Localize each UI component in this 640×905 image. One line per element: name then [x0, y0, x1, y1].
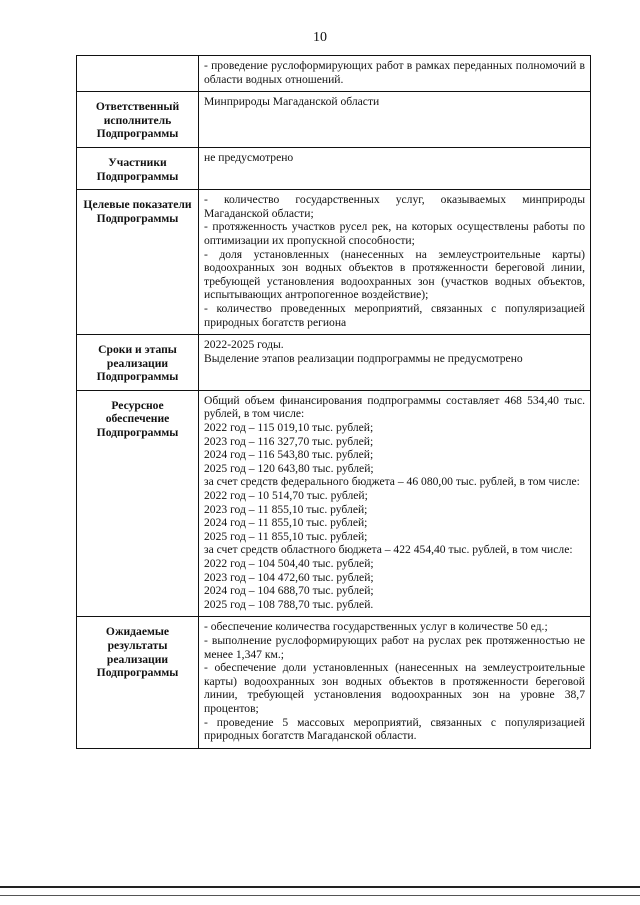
row-label: Ответственный исполнитель Подпрограммы [77, 92, 199, 148]
row-value [199, 335, 591, 391]
row-value [199, 147, 591, 189]
value-line: 2023 год – 11 855,10 тыс. рублей; [204, 502, 368, 516]
value-line: 2022 год – 10 514,70 тыс. рублей; [204, 489, 368, 503]
value-line: 2023 год – 116 327,70 тыс. рублей; [204, 434, 374, 448]
row-value [199, 617, 591, 748]
value-line: 2023 год – 104 472,60 тыс. рублей; [204, 570, 374, 584]
value-line: - выполнение руслоформирующих работ на руслах рек протяженностью не менее 1,347 км.; [204, 633, 585, 661]
table-row [77, 92, 591, 148]
value-line: 2025 год – 120 643,80 тыс. рублей; [204, 461, 374, 475]
row-value [199, 390, 591, 617]
table-row [77, 617, 591, 748]
value-line: 2022 год – 115 019,10 тыс. рублей; [204, 421, 374, 435]
table-row [77, 335, 591, 391]
value-line: 2022-2025 годы. [204, 338, 284, 352]
row-label: Участники Подпрограммы [77, 147, 199, 189]
row-label: Ресурсное обеспечение Подпрограммы [77, 390, 199, 617]
value-line: Общий объем финансирования подпрограммы составляет 468 534,40 тыс. рублей, в том числе: [204, 393, 585, 421]
value-line: Минприроды Магаданской области [204, 95, 380, 109]
row-value [199, 190, 591, 335]
value-line: не предусмотрено [204, 150, 294, 164]
row-value [199, 92, 591, 148]
value-line: 2022 год – 104 504,40 тыс. рублей; [204, 557, 374, 570]
subprogram-passport-table [76, 55, 591, 749]
value-line: - обеспечение доли установленных (нанесенных на землеустроительные карты) водоохранных зон водных объектов в протяженности береговой линии, требующей установления водоохранных зон на уровне 38,7 процентов; [204, 661, 585, 715]
value-line: Выделение этапов реализации подпрограммы не предусмотрено [204, 351, 523, 365]
row-label: Ожидаемые результаты реализации Подпрограммы [77, 617, 199, 748]
value-line: - количество проведенных мероприятий, связанных с популяризацией природных богатств региона [204, 301, 585, 329]
value-line: 2024 год – 116 543,80 тыс. рублей; [204, 448, 374, 462]
value-line: - обеспечение количества государственных услуг в количестве 50 ед.; [204, 620, 548, 634]
value-line: 2024 год – 11 855,10 тыс. рублей; [204, 516, 368, 530]
value-line: - доля установленных (нанесенных на землеустроительные карты) водоохранных зон водных объектов в протяженности береговой линии, требующей установления водоохранных зон (участков водных объектов, испытывающих антропогенное воздействие); [204, 247, 585, 302]
value-line: 2024 год – 104 688,70 тыс. рублей; [204, 584, 374, 598]
row-label [77, 56, 199, 92]
page-number: 10 [313, 30, 327, 45]
value-line: - проведение 5 массовых мероприятий, связанных с популяризацией природных богатств Магаданской области. [204, 715, 585, 743]
value-line: за счет средств областного бюджета – 422 454,40 тыс. рублей, в том числе: [204, 543, 573, 557]
page-bottom-rule-thin [0, 895, 640, 896]
value-line: - количество государственных услуг, оказываемых минприроды Магаданской области; [204, 193, 585, 220]
table-row [77, 56, 591, 92]
value-line: - протяженность участков русел рек, на которых осуществлены работы по оптимизации их пропускной способности; [204, 220, 585, 247]
table-row [77, 147, 591, 189]
row-label: Целевые показатели Подпрограммы [77, 190, 199, 335]
value-line: за счет средств федерального бюджета – 46 080,00 тыс. рублей, в том числе: [204, 475, 580, 489]
value-line: 2025 год – 108 788,70 тыс. рублей. [204, 597, 374, 611]
table-row [77, 190, 591, 335]
value-line: - проведение руслоформирующих работ в рамках переданных полномочий в области водных отношений. [204, 59, 585, 86]
page-bottom-rule [0, 886, 640, 888]
table-row [77, 390, 591, 617]
value-line: 2025 год – 11 855,10 тыс. рублей; [204, 529, 368, 543]
row-label: Сроки и этапы реализации Подпрограммы [77, 335, 199, 391]
row-value [199, 56, 591, 92]
